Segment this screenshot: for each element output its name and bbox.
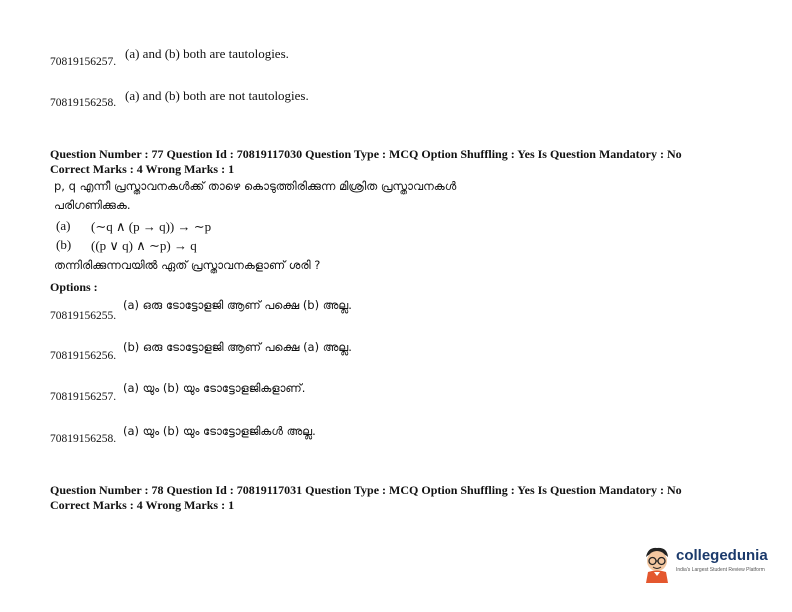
logo-name: collegedunia <box>676 547 768 564</box>
student-mascot-icon <box>640 545 674 583</box>
option-id: 70819156257. <box>50 56 117 68</box>
statement-expression: ((p ∨ q) ∧ ∼p) → q <box>91 238 197 253</box>
statement-label: (a) <box>56 218 71 233</box>
question-marks: Correct Marks : 4 Wrong Marks : 1 <box>50 162 235 176</box>
question-text: തന്നിരിക്കുന്നവയിൽ ഏത് പ്രസ്താവനകളാണ് ശരി ? <box>54 258 321 272</box>
option-id: 70819156258. <box>50 433 117 445</box>
option-id: 70819156255. <box>50 310 117 322</box>
question-header: Question Number : 77 Question Id : 70819117030 Question Type : MCQ Option Shuffling : Yes Is Question Mandatory : No <box>50 147 682 161</box>
collegedunia-logo <box>640 545 790 585</box>
option-text: (a) and (b) both are tautologies. <box>125 46 289 61</box>
option-id: 70819156257. <box>50 391 117 403</box>
logo-tagline: India's Largest Student Review Platform <box>676 567 765 573</box>
option-id: 70819156258. <box>50 97 117 109</box>
question-marks: Correct Marks : 4 Wrong Marks : 1 <box>50 498 235 512</box>
option-text: (b) ഒരു ടോട്ടോളജി ആണ് പക്ഷെ (a) അല്ല. <box>123 340 352 354</box>
option-id: 70819156256. <box>50 350 117 362</box>
statement-expression: (∼q ∧ (p → q)) → ∼p <box>91 219 212 234</box>
option-text: (a) and (b) both are not tautologies. <box>125 88 309 103</box>
option-text: (a) യും (b) യും ടോട്ടോളജികളാണ്. <box>123 381 306 395</box>
option-text: (a) യും (b) യും ടോട്ടോളജികൾ അല്ല. <box>123 424 316 438</box>
question-stem: p, q എന്നീ പ്രസ്താവനകൾക്ക് താഴെ കൊടുത്തിരിക്കുന്ന മിശ്രിത പ്രസ്താവനകൾ <box>54 179 457 193</box>
question-header: Question Number : 78 Question Id : 70819117031 Question Type : MCQ Option Shuffling : Yes Is Question Mandatory : No <box>50 483 682 497</box>
statement-label: (b) <box>56 237 72 252</box>
option-text: (a) ഒരു ടോട്ടോളജി ആണ് പക്ഷെ (b) അല്ല. <box>123 298 352 312</box>
options-label: Options : <box>50 280 98 294</box>
question-stem: പരിഗണിക്കുക. <box>54 198 131 212</box>
